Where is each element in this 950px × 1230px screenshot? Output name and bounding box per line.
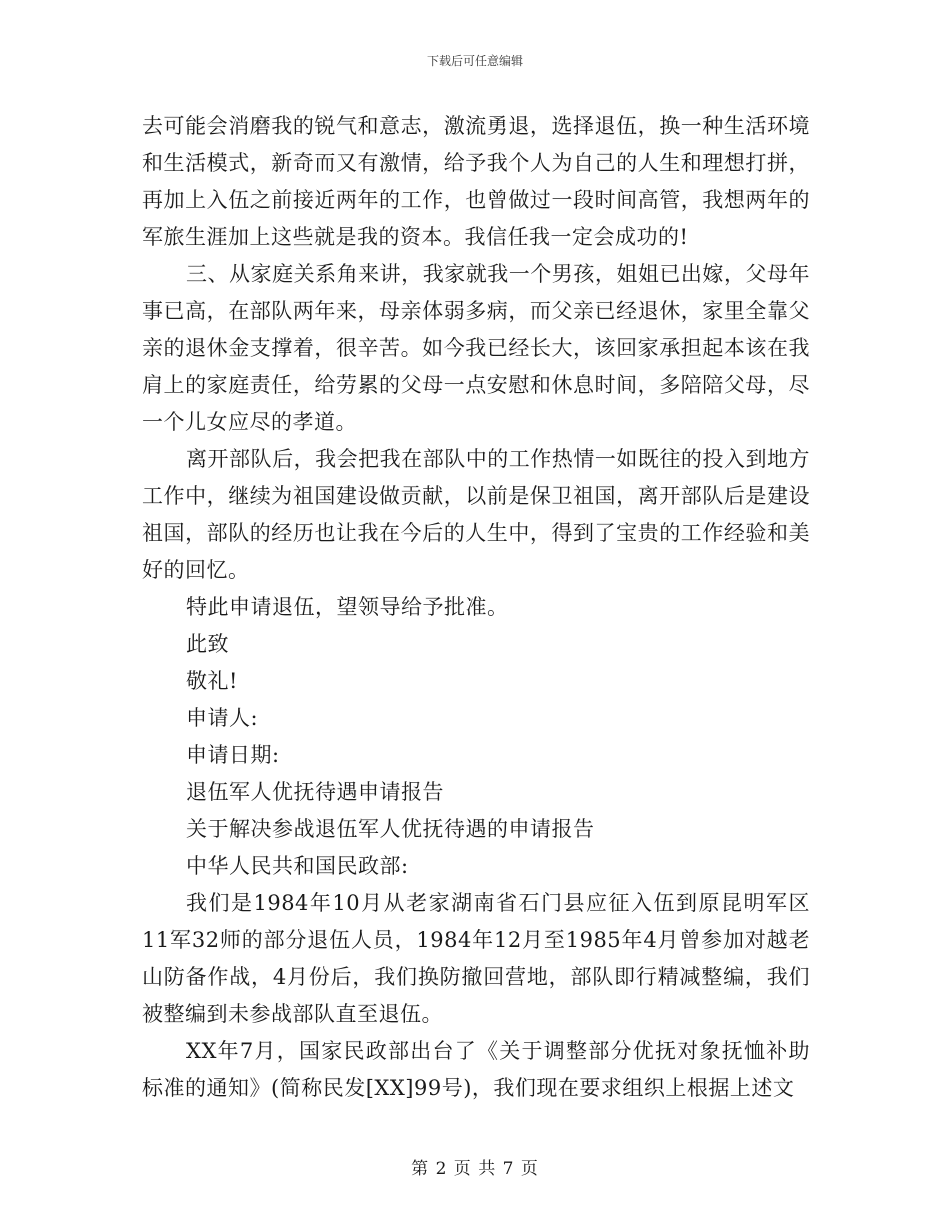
paragraph-family-reason: 三、从家庭关系角来讲，我家就我一个男孩，姐姐已出嫁，父母年事已高，在部队两年来，母亲体弱多病，而父亲已经退休，家里全靠父亲的退休金支撑着，很辛苦。如今我已经长大，该回家承担起本该在我肩上的家庭责任，给劳累的父母一点安慰和休息时间，多陪陪父母，尽一个儿女应尽的孝道。 (142, 262, 810, 434)
report-subtitle: 关于解决参战退伍军人优抚待遇的申请报告 (186, 817, 595, 841)
closing-regards: 敬礼! (186, 669, 238, 693)
applicant-label: 申请人: (186, 706, 259, 730)
document-body (142, 108, 810, 1107)
page-header: 下载后可任意编辑 (426, 54, 523, 68)
paragraph-service-history: 我们是1984年10月从老家湖南省石门县应征入伍到原昆明军区11军32师的部分退伍人员，1984年12月至1985年4月曾参加对越老山防备作战，4月份后，我们换防撤回营地，部队即行精减整编，我们被整编到未参战部队直至退伍。 (142, 891, 810, 1026)
report-title: 退伍军人优抚待遇申请报告 (186, 780, 444, 804)
paragraph-continued: 去可能会消磨我的锐气和意志，激流勇退，选择退伍，换一种生活环境和生活模式，新奇而又有激情，给予我个人为自己的人生和理想打拼，再加上入伍之前接近两年的工作，也曾做过一段时间高管，我想两年的军旅生涯加上这些就是我的资本。我信任我一定会成功的! (142, 114, 810, 249)
page-footer: 第 2 页 共 7 页 (411, 1159, 539, 1179)
paragraph-after-leaving: 离开部队后，我会把我在部队中的工作热情一如既往的投入到地方工作中，继续为祖国建设做贡献，以前是保卫祖国，离开部队后是建设祖国，部队的经历也让我在今后的人生中，得到了宝贵的工作经验和美好的回忆。 (142, 447, 810, 582)
paragraph-policy-notice: XX年7月，国家民政部出台了《关于调整部分优抚对象抚恤补助标准的通知》(简称民发[XX]99号)，我们现在要求组织上根据上述文 (142, 1039, 810, 1100)
recipient: 中华人民共和国民政部: (186, 854, 409, 878)
paragraph-request-approval: 特此申请退伍，望领导给予批准。 (186, 595, 509, 619)
closing-salutation: 此致 (186, 632, 229, 656)
application-date-label: 申请日期: (186, 743, 280, 767)
